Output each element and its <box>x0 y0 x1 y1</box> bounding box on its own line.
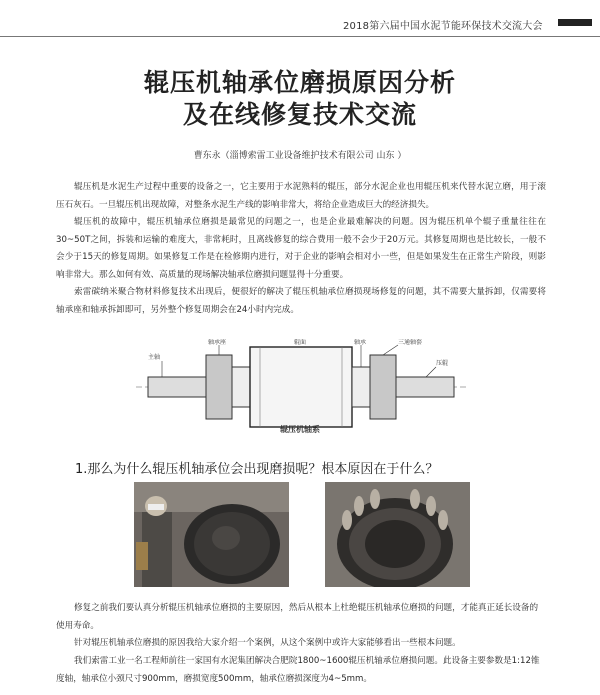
paragraph-intro: 辊压机是水泥生产过程中重要的设备之一，它主要用于水泥熟料的辊压，部分水泥企业也用辊压机来代替水泥立磨，用于滚压石灰石。一旦辊压机出现故障，对整条水泥生产线的影响非常大，将给企业造成巨大的经济损失。 <box>56 182 546 210</box>
paragraph-solution: 索雷碳纳米聚合物材料修复技术出现后，便很好的解决了辊压机轴承位磨损现场修复的问题，其不需要大量拆卸，仅需要将轴承座和轴承拆卸即可，另外整个修复周期会在24小时内完成。 <box>56 287 546 315</box>
section-heading-1: 1.那么为什么辊压机轴承位会出现磨损呢？根本原因在于什么？ <box>75 462 439 477</box>
roller-shaft-diagram <box>136 339 466 435</box>
label-roller-surface: 辊面 <box>294 339 307 346</box>
label-bearing-seat: 轴承座 <box>208 339 227 346</box>
header-rule <box>0 36 600 37</box>
label-roll-body: 压辊 <box>436 360 449 367</box>
author-line: 曹东永（淄博索雷工业设备维护技术有限公司 山东 ） <box>193 151 407 161</box>
paragraph-analysis: 修复之前我们要认真分析辊压机轴承位磨损的主要原因，然后从根本上杜绝辊压机轴承位磨损的问题，才能真正延长设备的使用寿命。 <box>56 603 539 631</box>
label-shaft: 主轴 <box>148 354 161 361</box>
paragraph-problem: 辊压机的故障中，辊压机轴承位磨损是最常见的问题之一，也是企业最难解决的问题。因为辊压机单个辊子重量往往在30~50T之间，拆装和运输的难度大，非常耗时，且离线修复的综合费用一般不会少于20万元。其修复周期也是比较长，一般不会少于15天的修复周期。如果修复工作是在检修期内进行，对于企业的影响会相对小一些，但是如果发生在正常生产阶段，则影响非常大。那么如何有效、高质量的现场解决轴承位磨损问题显得十分重要。 <box>56 217 546 280</box>
title-line-1: 辊压机轴承位磨损原因分析 <box>143 68 456 97</box>
paragraph-case-intro: 针对辊压机轴承位磨损的原因我给大家介绍一个案例，从这个案例中或许大家能够看出一些根本问题。 <box>74 638 461 648</box>
conference-header: 2018第六届中国水泥节能环保技术交流大会 <box>343 21 543 32</box>
header-bar-decoration <box>558 19 592 26</box>
label-sleeve: 三通轴套 <box>398 339 423 346</box>
bearing-closeup-photo <box>325 482 470 587</box>
worker-roller-photo <box>134 482 289 587</box>
title-line-2: 及在线修复技术交流 <box>182 100 417 129</box>
label-bearing: 轴承 <box>354 339 367 346</box>
paragraph-case-detail: 我们索雷工业一名工程师前往一家国有水泥集团解决合肥院1800~1600辊压机轴承位磨损问题。此设备主要参数是1:12锥度轴，轴承位小颈尺寸900mm，磨损宽度500mm，轴承位磨损深度为4~5mm。 <box>56 656 540 684</box>
diagram-caption: 辊压机轴系 <box>280 425 320 434</box>
